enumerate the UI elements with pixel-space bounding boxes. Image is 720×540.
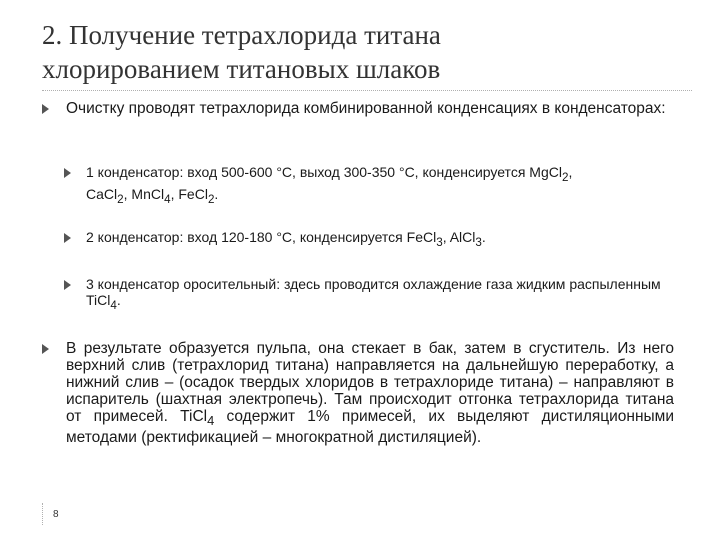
triangle-bullet-icon [64, 168, 71, 178]
triangle-bullet-icon [64, 280, 71, 290]
footer-divider [42, 503, 43, 525]
triangle-bullet-icon [42, 104, 49, 114]
intro-text: Очистку проводят тетрахлорида комбинированной конденсациях в конденсаторах: [66, 100, 666, 117]
condenser-item-3: 3 конденсатор оросительный: здесь проводится охлаждение газа жидким распыленным TiCl$_4$. [86, 276, 661, 312]
condenser-item-1: 1 конденсатор: вход 500-600 °С, выход 300-350 °С, конденсируется MgCl$_2$, CaCl$_2$, MnCl$_4$, FeCl$_2$. [86, 164, 573, 206]
triangle-bullet-icon [42, 344, 49, 354]
slide-title [42, 18, 682, 86]
title-line-1: 2. Получение тетрахлорида титана [42, 20, 441, 50]
title-line-2: хлорированием титановых шлаков [42, 54, 441, 84]
page-number: 8 [53, 509, 59, 520]
title-divider [42, 90, 692, 91]
triangle-bullet-icon [64, 233, 71, 243]
result-paragraph: В результате образуется пульпа, она стекает в бак, затем в сгуститель. Из него верхний слив (тетрахлорид титана) направляется на дальнейшую переработку, а нижний слив – (осадок твердых хлоридов в тетрахлориде титана) – направляют в испаритель (шахтная электропечь). Там происходит отгонка тетрахлорида титана от примесей. TiCl$_4$ содержит 1% примесей, их выделяют дистиляционными методами (ректификацией – многократной дистиляцией). [66, 340, 674, 447]
condenser-item-2: 2 конденсатор: вход 120-180 °С, конденсируется FeCl$_3$, AlCl$_3$. [86, 229, 486, 249]
